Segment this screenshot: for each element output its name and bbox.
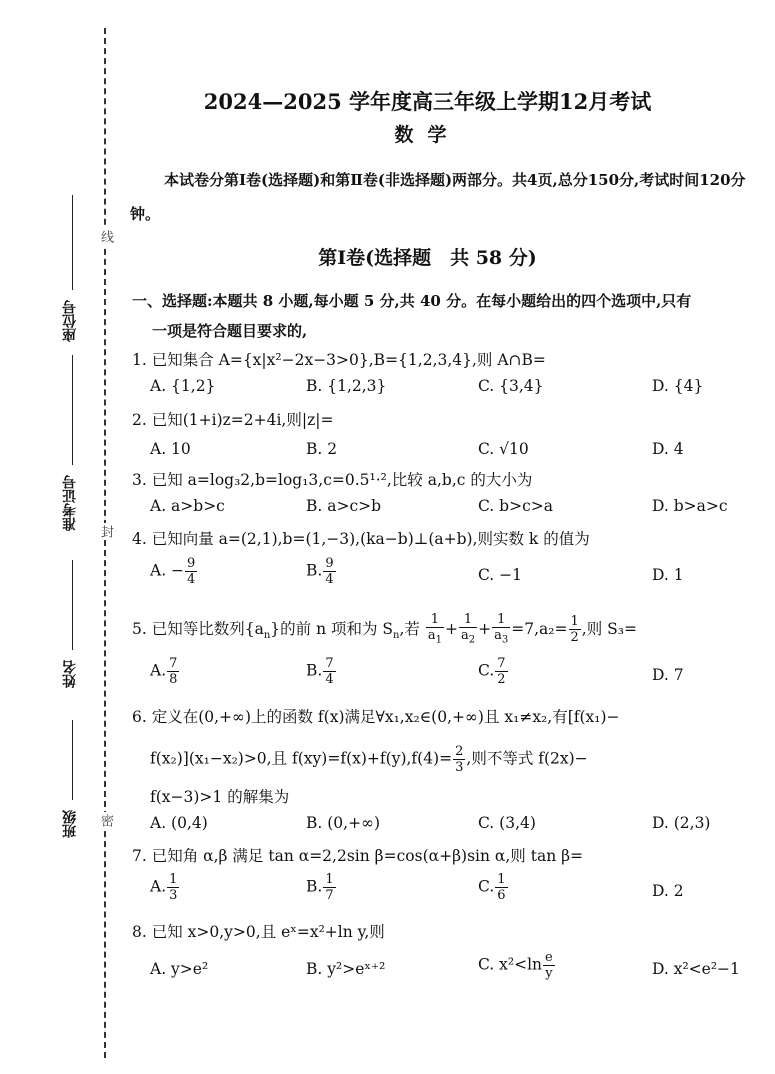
q4-option-c: C. −1 bbox=[478, 566, 523, 584]
q5-option-a: A. $\frac{7}{8}$ bbox=[150, 656, 178, 687]
q3-option-d: D. b>a>c bbox=[652, 497, 728, 515]
q3-stem: 3. 已知 a=log₃2,b=log₁3,c=0.5¹·²,比较 a,b,c 的大小为 bbox=[132, 471, 533, 489]
q4-option-a: A. − $\frac{9}{4}$ bbox=[150, 556, 196, 587]
q7-option-b: B. $\frac{1}{7}$ bbox=[306, 872, 334, 903]
name-label: 姓名 bbox=[62, 660, 78, 688]
binding-dashed-line bbox=[104, 28, 106, 1058]
cut-line-label-mid: 封 bbox=[98, 525, 113, 538]
q2-option-d: D. 4 bbox=[652, 440, 684, 458]
q6-option-b: B. (0,+∞) bbox=[306, 814, 381, 832]
q6-line-3: f(x−3)>1 的解集为 bbox=[150, 788, 290, 806]
q7-stem: 7. 已知角 α,β 满足 tan α=2,2sin β=cos(α+β)sin α,则 tan β= bbox=[132, 847, 584, 865]
q5-option-b: B. $\frac{7}{4}$ bbox=[306, 656, 334, 687]
q2-stem: 2. 已知(1+i)z=2+4i,则|z|= bbox=[132, 411, 334, 429]
q1-option-b: B. {1,2,3} bbox=[306, 377, 387, 395]
cut-line-label-bottom: 密 bbox=[98, 814, 113, 827]
q2-option-a: A. 10 bbox=[150, 440, 191, 458]
q2-option-c: C. √10 bbox=[478, 440, 529, 458]
q8-option-a: A. y>e² bbox=[150, 960, 209, 978]
q3-option-b: B. a>c>b bbox=[306, 497, 382, 515]
q6-option-d: D. (2,3) bbox=[652, 814, 711, 832]
q8-stem: 8. 已知 x>0,y>0,且 eˣ=x²+ln y,则 bbox=[132, 923, 385, 941]
subject-title: 数学 bbox=[394, 124, 461, 146]
q1-option-d: D. {4} bbox=[652, 377, 704, 395]
exam-id-blank bbox=[72, 355, 73, 465]
q5-stem: 5. 已知等比数列$\{a_n\}$的前 n 项和为 $S_n$,若 $\frac{1}{a_1}$ + $\frac{1}{a_2}$ + $\frac{1}{a_3}$ =7,a₂= $\frac{1}{2}$ ,则 S₃= bbox=[132, 612, 637, 646]
q3-option-a: A. a>b>c bbox=[150, 497, 225, 515]
q7-option-a: A. $\frac{1}{3}$ bbox=[150, 872, 178, 903]
exam-intro: 本试卷分第Ⅰ卷(选择题)和第Ⅱ卷(非选择题)两部分。共4页,总分150分,考试时间120分钟。 bbox=[130, 171, 746, 223]
q7-option-c: C. $\frac{1}{6}$ bbox=[478, 872, 506, 903]
q1-stem: 1. 已知集合 A={x|x²−2x−3>0},B={1,2,3,4},则 A∩B= bbox=[132, 351, 546, 369]
q8-option-c: C. x²<ln $\frac{e}{y}$ bbox=[478, 950, 553, 981]
class-label: 班级 bbox=[62, 810, 78, 838]
q4-option-d: D. 1 bbox=[652, 566, 684, 584]
exam-id-label: 准考证号 bbox=[62, 475, 78, 531]
name-blank bbox=[72, 560, 73, 650]
q3-option-c: C. b>c>a bbox=[478, 497, 553, 515]
q4-option-b: B. $\frac{9}{4}$ bbox=[306, 556, 334, 587]
q8-option-b: B. y²>eˣ⁺² bbox=[306, 960, 386, 978]
q6-option-a: A. (0,4) bbox=[150, 814, 208, 832]
q6-line-1: 6. 定义在(0,+∞)上的函数 f(x)满足∀x₁,x₂∈(0,+∞)且 x₁≠x₂,有[f(x₁)− bbox=[132, 708, 620, 726]
class-blank bbox=[72, 720, 73, 800]
exam-title: 2024—2025 学年度高三年级上学期12月考试 bbox=[203, 89, 652, 114]
q4-stem: 4. 已知向量 a=(2,1),b=(1,−3),(ka−b)⊥(a+b),则实数 k 的值为 bbox=[132, 530, 590, 548]
cut-line-label-top: 线 bbox=[98, 230, 113, 243]
q5-option-c: C. $\frac{7}{2}$ bbox=[478, 656, 506, 687]
q7-option-d: D. 2 bbox=[652, 882, 684, 900]
q1-option-c: C. {3,4} bbox=[478, 377, 544, 395]
q5-option-d: D. 7 bbox=[652, 666, 684, 684]
part1-title: 第Ⅰ卷(选择题 共 58 分) bbox=[318, 247, 537, 269]
q8-option-d: D. x²<e²−1 bbox=[652, 960, 740, 978]
q6-option-c: C. (3,4) bbox=[478, 814, 536, 832]
q1-option-a: A. {1,2} bbox=[150, 377, 216, 395]
seat-number-label: 座位号 bbox=[62, 300, 78, 342]
q2-option-b: B. 2 bbox=[306, 440, 338, 458]
instruction-line-2: 一项是符合题目要求的, bbox=[152, 322, 308, 340]
instruction-line-1: 一、选择题:本题共 8 小题,每小题 5 分,共 40 分。在每小题给出的四个选项中,只有 bbox=[132, 292, 692, 310]
q6-line-2: f(x₂)](x₁−x₂)>0,且 f(xy)=f(x)+f(y),f(4)= $\frac{2}{3}$ ,则不等式 f(2x)− bbox=[150, 744, 588, 775]
